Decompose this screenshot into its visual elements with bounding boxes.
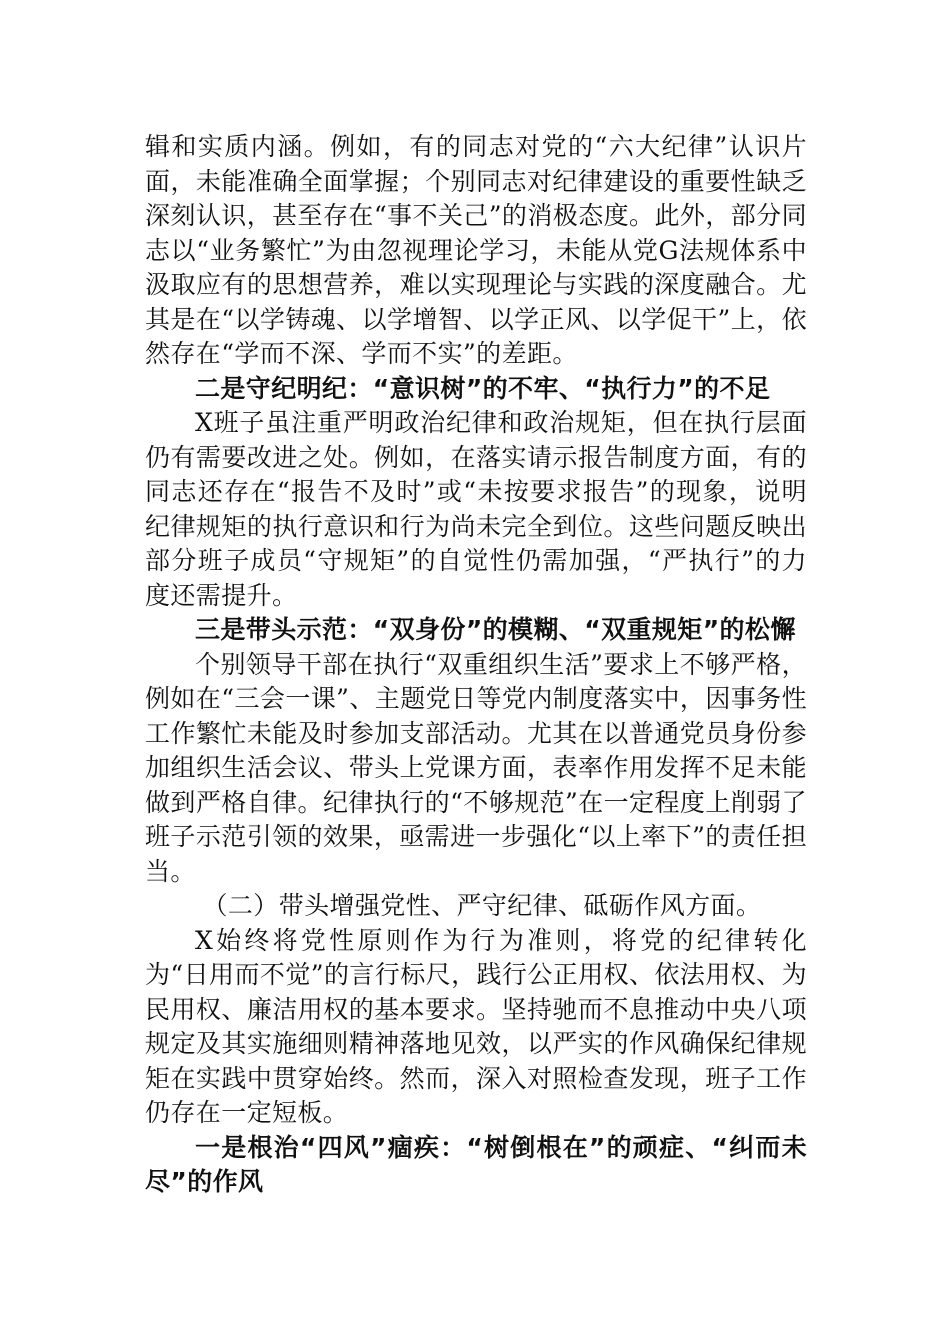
- body-paragraph-execution: X班子虽注重严明政治纪律和政治规矩，但在执行层面仍有需要改进之处。例如，在落实请示报告制度方面，有的同志还存在“报告不及时”或“未按要求报告”的现象，说明纪律规矩的执行意识和行为尚未完全到位。这些问题反映出部分班子成员“守规矩”的自觉性仍需加强，“严执行”的力度还需提升。: [145, 408, 807, 610]
- section-heading-four-winds: 一是根治“四风”痼疾：“树倒根在”的顽症、“纠而未尽”的作风: [145, 1132, 807, 1196]
- body-paragraph-party-spirit: X始终将党性原则作为行为准则，将党的纪律转化为“日用而不觉”的言行标尺，践行公正用权、依法用权、为民用权、廉洁用权的基本要求。坚持驰而不息推动中央八项规定及其实施细则精神落地见效，以严实的作风确保纪律规矩在实践中贯穿始终。然而，深入对照检查发现，班子工作仍存在一定短板。: [145, 925, 807, 1127]
- document-body: [145, 130, 807, 1200]
- subsection-heading-party-spirit: （二）带头增强党性、严守纪律、砥砺作风方面。: [202, 891, 762, 920]
- body-paragraph-continued: 辑和实质内涵。例如，有的同志对党的“六大纪律”认识片面，未能准确全面掌握；个别同志对纪律建设的重要性缺乏深刻认识，甚至存在“事不关己”的消极态度。此外，部分同志以“业务繁忙”为由忽视理论学习，未能从党G法规体系中汲取应有的思想营养，难以实现理论与实践的深度融合。尤其是在“以学铸魂、以学增智、以学正风、以学促干”上，依然存在“学而不深、学而不实”的差距。: [145, 132, 807, 368]
- body-paragraph-dual-organization-life: 个别领导干部在执行“双重组织生活”要求上不够严格，例如在“三会一课”、主题党日等党内制度落实中，因事务性工作繁忙未能及时参加支部活动。尤其在以普通党员身份参加组织生活会议、带头上党课方面，表率作用发挥不足未能做到严格自律。纪律执行的“不够规范”在一定程度上削弱了班子示范引领的效果，亟需进一步强化“以上率下”的责任担当。: [145, 649, 807, 886]
- section-heading-discipline-awareness: 二是守纪明纪：“意识树”的不牢、“执行力”的不足: [195, 373, 771, 403]
- section-heading-leading-by-example: 三是带头示范：“双身份”的模糊、“双重规矩”的松懈: [195, 615, 796, 644]
